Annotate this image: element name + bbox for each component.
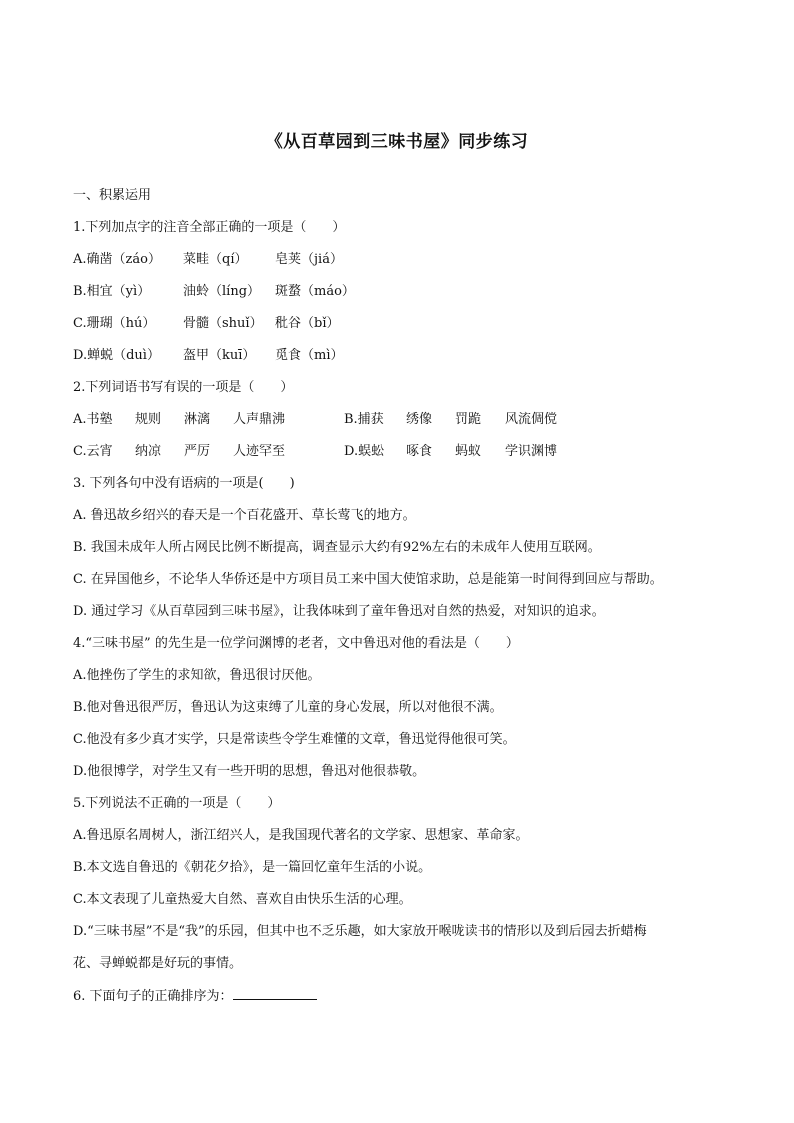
- q2-option-b: B.捕获: [344, 412, 384, 427]
- q1-option-d-word-3: 觅食（mì）: [275, 348, 344, 363]
- q2-option-c-word-2: 纳凉: [135, 444, 162, 459]
- q2-option-a-word-3: 淋漓: [184, 412, 211, 427]
- q3-option-c: C. 在异国他乡，不论华人华侨还是中方项目员工来中国大使馆求助，总是能第一时间得到回应与帮助。: [73, 572, 663, 587]
- document-title: 《从百草园到三味书屋》同步练习: [265, 132, 529, 152]
- q2-option-d-word-4: 学识渊博: [505, 444, 558, 459]
- q1-option-a-word-3: 皂荚（jiá）: [275, 252, 343, 267]
- q2-option-a: A.书塾: [73, 412, 113, 427]
- q1-option-c-word-2: 骨髓（shuǐ）: [183, 316, 263, 331]
- q3-option-b: B. 我国未成年人所占网民比例不断提高，调查显示大约有92%左右的未成年人使用互联网。: [73, 540, 601, 555]
- q5-option-b: B.本文选自鲁迅的《朝花夕拾》，是一篇回忆童年生活的小说。: [73, 860, 432, 875]
- q2-option-c: C.云宵: [73, 444, 113, 459]
- q2-option-b-word-3: 罚跪: [455, 412, 482, 427]
- q1-option-b-word-2: 油蛉（líng）: [183, 284, 261, 299]
- question-1-stem: 1.下列加点字的注音全部正确的一项是（ ）: [73, 220, 346, 235]
- q2-option-a-word-2: 规则: [135, 412, 162, 427]
- question-6-text: 6. 下面句子的正确排序为：: [73, 989, 233, 1004]
- q1-option-c: C.珊瑚（hú）: [73, 316, 156, 331]
- answer-blank[interactable]: [233, 987, 317, 1000]
- q4-option-d: D.他很博学，对学生又有一些开明的思想，鲁迅对他很恭敬。: [73, 764, 426, 779]
- q2-option-c-word-4: 人迹罕至: [233, 444, 286, 459]
- q1-option-b-word-3: 斑蝥（máo）: [275, 284, 355, 299]
- q5-option-d: D.“三味书屋”不是“我”的乐园，但其中也不乏乐趣，如大家放开喉咙读书的情形以及到后园去折蜡梅: [73, 924, 647, 939]
- q1-option-d-word-2: 盔甲（kuī）: [183, 348, 256, 363]
- q3-option-a: A. 鲁迅故乡绍兴的春天是一个百花盛开、草长莺飞的地方。: [73, 508, 416, 523]
- section-heading: 一、积累运用: [73, 188, 152, 203]
- q2-option-a-word-4: 人声鼎沸: [233, 412, 286, 427]
- question-5-stem: 5.下列说法不正确的一项是（ ）: [73, 796, 281, 811]
- q5-option-c: C.本文表现了儿童热爱大自然、喜欢自由快乐生活的心理。: [73, 892, 412, 907]
- q2-option-b-word-2: 绣像: [406, 412, 433, 427]
- q1-option-a: A.确凿（záo）: [73, 252, 161, 267]
- q2-option-d: D.蜈蚣: [344, 444, 385, 459]
- q2-option-b-word-4: 风流倜傥: [505, 412, 558, 427]
- q1-option-d: D.蝉蜕（duì）: [73, 348, 160, 363]
- q1-option-b: B.相宜（yì）: [73, 284, 151, 299]
- question-6-stem: [73, 987, 317, 1006]
- q4-option-c: C.他没有多少真才实学，只是常读些令学生难懂的文章，鲁迅觉得他很可笑。: [73, 732, 516, 747]
- q2-option-d-word-2: 啄食: [406, 444, 433, 459]
- question-4-stem: 4.“三味书屋” 的先生是一位学问渊博的老者，文中鲁迅对他的看法是（ ）: [73, 636, 519, 651]
- q4-option-b: B.他对鲁迅很严厉，鲁迅认为这束缚了儿童的身心发展，所以对他很不满。: [73, 700, 503, 715]
- q2-option-d-word-3: 蚂蚁: [455, 444, 482, 459]
- question-3-stem: 3. 下列各句中没有语病的一项是( ): [73, 476, 295, 491]
- q1-option-a-word-2: 菜畦（qí）: [183, 252, 248, 267]
- q1-option-c-word-3: 秕谷（bǐ）: [275, 316, 340, 331]
- q4-option-a: A.他挫伤了学生的求知欲，鲁迅很讨厌他。: [73, 668, 321, 683]
- q5-option-a: A.鲁迅原名周树人，浙江绍兴人，是我国现代著名的文学家、思想家、革命家。: [73, 828, 529, 843]
- q5-option-d-continued: 花、寻蝉蜕都是好玩的事情。: [73, 956, 243, 971]
- q2-option-c-word-3: 严厉: [184, 444, 211, 459]
- question-2-stem: 2.下列词语书写有误的一项是（ ）: [73, 380, 294, 395]
- q3-option-d: D. 通过学习《从百草园到三味书屋》，让我体味到了童年鲁迅对自然的热爱，对知识的追求。: [73, 604, 605, 619]
